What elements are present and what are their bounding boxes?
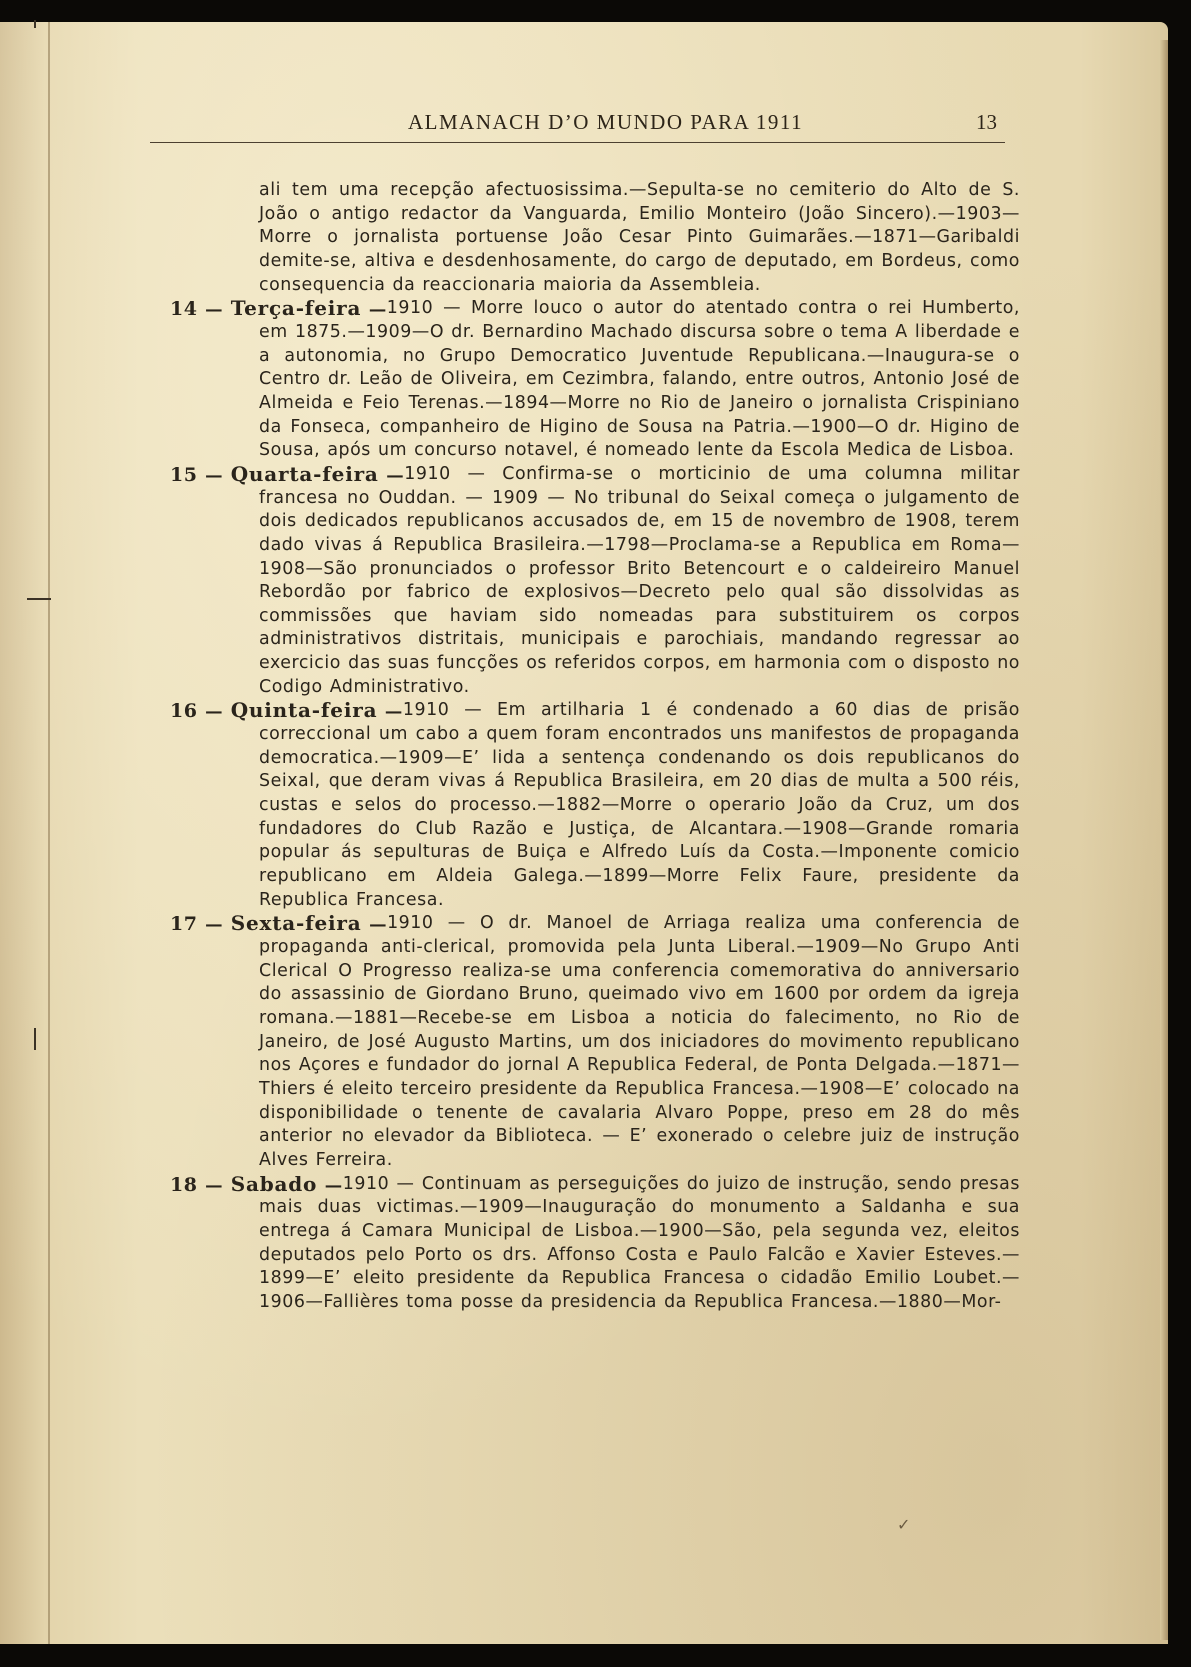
day-entry-heading: 15 — Quarta-feira — xyxy=(170,461,405,486)
page-right-edge xyxy=(1160,40,1168,1640)
page-number: 13 xyxy=(976,110,997,134)
day-entry-text: 1910 — Continuam as perseguições do juizo de instrução, sendo presas mais duas victimas.—1909—Inauguração do monumento a Saldanha e sua entrega á Camara Municipal de Lisboa.—1900—São, pela segunda vez, eleitos deputados pelo Porto os drs. Affonso Costa e Paulo Falcão e Xavier Esteves.—1899—E’ eleito presidente da Republica Francesa o cidadão Emilio Loubet.—1906—Fallières toma posse da presidencia da Republica Francesa.—1880—Mor- xyxy=(259,1173,1020,1312)
day-entry-heading: 18 — Sabado — xyxy=(170,1171,343,1196)
day-entry-text: 1910 — Em artilharia 1 é condenado a 60 dias de prisão correccional um cabo a quem foram encontrados uns manifestos de propaganda democratica.—1909—E’ lida a sentença condenando os dois republicanos do Seixal, que deram vivas á Republica Brasileira, em 20 dias de multa a 500 réis, custas e selos do processo.—1882—Morre o operario João da Cruz, um dos fundadores do Club Razão e Justiça, de Alcantara.—1908—Grande romaria popular ás sepulturas de Buiça e Alfredo Luís da Costa.—Imponente comicio republicano em Aldeia Galega.—1899—Morre Felix Faure, presidente da Republica Francesa. xyxy=(259,700,1020,910)
day-entry-17 xyxy=(170,912,1020,1172)
day-entry-14 xyxy=(170,297,1020,463)
margin-mark-lower xyxy=(34,1028,36,1050)
day-entry-heading: 16 — Quinta-feira — xyxy=(170,698,403,723)
day-number: 14 xyxy=(170,298,198,321)
day-entry-heading: 17 — Sexta-feira — xyxy=(170,911,388,936)
weekday-name: Quinta-feira xyxy=(230,698,378,723)
day-number: 17 xyxy=(170,913,198,936)
weekday-name: Sexta-feira xyxy=(230,911,362,936)
running-header xyxy=(150,108,1005,143)
running-header-title: ALMANACH D’O MUNDO PARA 1911 xyxy=(408,110,804,134)
day-entry-16 xyxy=(170,699,1020,912)
margin-mark-top xyxy=(34,20,36,28)
day-entry-text: 1910 — Morre louco o autor do atentado contra o rei Humberto, em 1875.—1909—O dr. Bernardino Machado discursa sobre o tema A liberdade e a autonomia, no Grupo Democratico Juventude Republicana.—Inaugura-se o Centro dr. Leão de Oliveira, em Cezimbra, falando, entre outros, Antonio José de Almeida e Feio Terenas.—1894—Morre no Rio de Janeiro o jornalista Crispiniano da Fonseca, companheiro de Higino de Sousa na Patria.—1900—O dr. Higino de Sousa, após um concurso notavel, é nomeado lente da Escola Medica de Lisboa. xyxy=(259,298,1020,461)
weekday-name: Terça-feira xyxy=(230,296,362,321)
day-entry-18 xyxy=(170,1173,1020,1315)
day-entry-heading: 14 — Terça-feira — xyxy=(170,296,387,321)
day-entry-15 xyxy=(170,463,1020,700)
day-number: 15 xyxy=(170,463,198,486)
continued-paragraph: ali tem uma recepção afectuosissima.—Sepulta-se no cemiterio do Alto de S. João o antigo redactor da Vanguarda, Emilio Monteiro (João Sincero).—1903—Morre o jornalista portuense João Cesar Pinto Guimarães.—1871—Garibaldi demite-se, altiva e desdenhosamente, do cargo de deputado, em Bordeus, como consequencia da reaccionaria maioria da Assembleia. xyxy=(259,180,1020,295)
weekday-name: Sabado xyxy=(230,1171,318,1196)
margin-mark-middle xyxy=(27,598,51,600)
day-entry-text: 1910 — Confirma-se o morticinio de uma columna militar francesa no Ouddan. — 1909 — No tribunal do Seixal começa o julgamento de dois dedicados republicanos accusados de, em 15 de novembro de 1908, terem dado vivas á Republica Brasileira.—1798—Proclama-se a Republica em Roma—1908—São pronunciados o professor Brito Betencourt e o caldeireiro Manuel Rebordão por fabrico de explosivos—Decreto pelo qual são dissolvidas as commissões que haviam sido nomeadas para substituirem os corpos administrativos distritais, municipais e parochiais, mandando regressar ao exercicio das suas funcções os referidos corpos, em harmonia com o disposto no Codigo Administrativo. xyxy=(259,463,1020,697)
weekday-name: Quarta-feira xyxy=(230,461,379,486)
day-number: 18 xyxy=(170,1173,198,1196)
day-entry-text: 1910 — O dr. Manoel de Arriaga realiza uma conferencia de propaganda anti-clerical, promovida pela Junta Liberal.—1909—No Grupo Anti Clerical O Progresso realiza-se uma conferencia comemorativa do anniversario do assassinio de Giordano Bruno, queimado vivo em 1600 por ordem da igreja romana.—1881—Recebe-se em Lisboa a noticia do falecimento, no Rio de Janeiro, de José Augusto Martins, um dos iniciadores do movimento republicano nos Açores e fundador do jornal A Republica Federal, de Ponta Delgada.—1871—Thiers é eleito terceiro presidente da Republica Francesa.—1908—E’ colocado na disponibilidade o tenente de cavalaria Alvaro Poppe, preso em 28 do mês anterior no elevador da Biblioteca. — E’ exonerado o celebre juiz de instrução Alves Ferreira. xyxy=(259,913,1020,1170)
pencil-check-mark: ✓ xyxy=(897,1515,911,1534)
gutter-line xyxy=(48,22,50,1644)
page-body xyxy=(170,179,1020,1315)
day-number: 16 xyxy=(170,700,198,723)
